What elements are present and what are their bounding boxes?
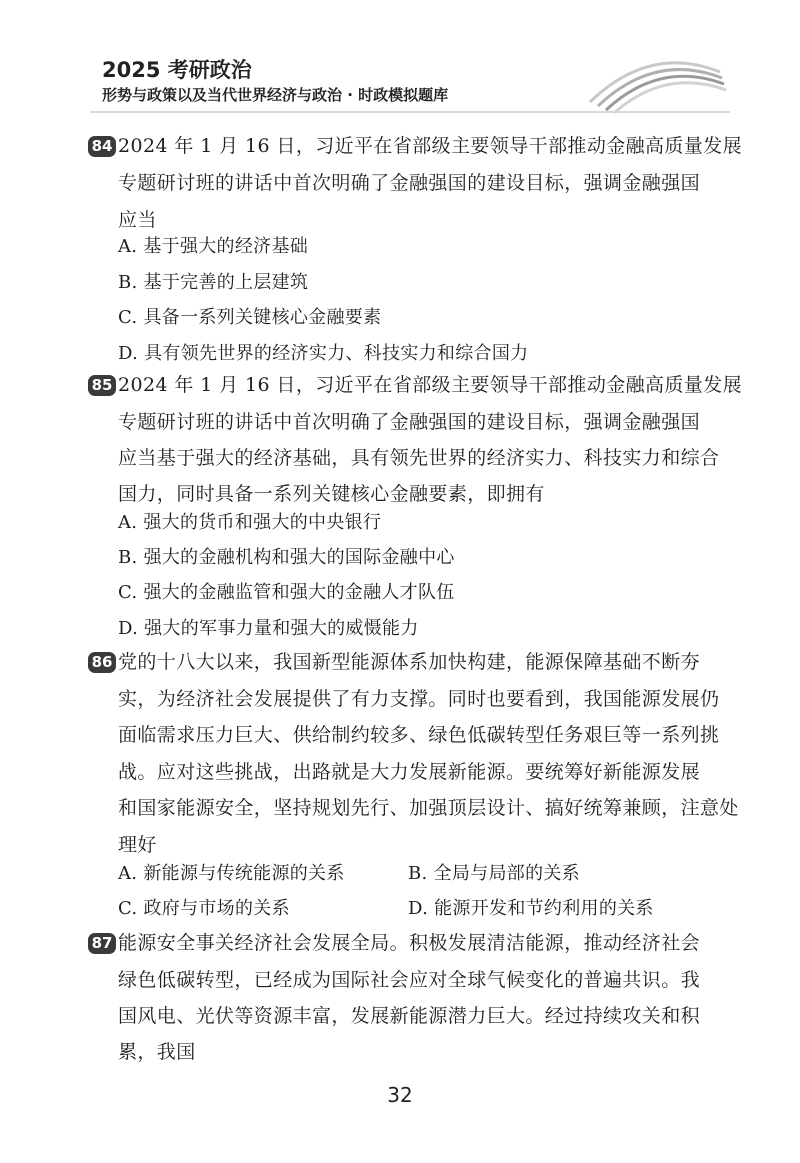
question-text-line: 实，为经济社会发展提供了有力支撑。同时也要看到，我国能源发展仍: [118, 688, 720, 710]
question-text-line: 2024 年 1 月 16 日，习近平在省部级主要领导干部推动金融高质量发展: [118, 374, 743, 396]
answer-option-d: D. 强大的军事力量和强大的威慑能力: [118, 618, 419, 639]
header-divider: [90, 111, 730, 113]
question-text-line: 累，我国: [118, 1041, 196, 1063]
question-number-badge: 86: [88, 652, 116, 673]
question-text-line: 应当基于强大的经济基础，具有领先世界的经济实力、科技实力和综合: [118, 447, 720, 469]
question-text-line: 战。应对这些挑战，出路就是大力发展新能源。要统筹好新能源发展: [118, 761, 701, 783]
header-arcs-decoration: [580, 34, 730, 114]
answer-option-d: D. 能源开发和节约利用的关系: [408, 898, 654, 919]
answer-option-c: C. 具备一系列关键核心金融要素: [118, 307, 382, 328]
book-subtitle: 形势与政策以及当代世界经济与政治 · 时政模拟题库: [102, 86, 449, 104]
question-number-badge: 84: [88, 136, 116, 157]
answer-option-c: C. 强大的金融监管和强大的金融人才队伍: [118, 582, 455, 603]
question-text-line: 绿色低碳转型，已经成为国际社会应对全球气候变化的普遍共识。我: [118, 969, 701, 991]
answer-option-b: B. 强大的金融机构和强大的国际金融中心: [118, 547, 455, 568]
question-text-line: 和国家能源安全，坚持规划先行、加强顶层设计、搞好统筹兼顾，注意处: [118, 797, 739, 819]
answer-option-a: A. 新能源与传统能源的关系: [118, 863, 345, 884]
question-number-badge: 87: [88, 933, 116, 954]
answer-option-d: D. 具有领先世界的经济实力、科技实力和综合国力: [118, 343, 529, 364]
answer-option-a: A. 强大的货币和强大的中央银行: [118, 512, 382, 533]
book-title: 2025 考研政治: [102, 58, 252, 82]
question-text-line: 专题研讨班的讲话中首次明确了金融强国的建设目标，强调金融强国: [118, 172, 701, 194]
question-text-line: 能源安全事关经济社会发展全局。积极发展清洁能源，推动经济社会: [118, 932, 701, 954]
page-number: 32: [387, 1083, 413, 1107]
question-text-line: 2024 年 1 月 16 日，习近平在省部级主要领导干部推动金融高质量发展: [118, 135, 743, 157]
answer-option-c: C. 政府与市场的关系: [118, 898, 290, 919]
answer-option-b: B. 基于完善的上层建筑: [118, 272, 309, 293]
question-number-badge: 85: [88, 375, 116, 396]
question-text-line: 国力，同时具备一系列关键核心金融要素，即拥有: [118, 483, 545, 505]
question-text-line: 面临需求压力巨大、供给制约较多、绿色低碳转型任务艰巨等一系列挑: [118, 724, 720, 746]
answer-option-b: B. 全局与局部的关系: [408, 863, 580, 884]
page-header: [90, 34, 730, 114]
question-text-line: 理好: [118, 834, 157, 856]
question-text-line: 国风电、光伏等资源丰富，发展新能源潜力巨大。经过持续攻关和积: [118, 1005, 701, 1027]
question-text-line: 应当: [118, 209, 157, 231]
question-text-line: 专题研讨班的讲话中首次明确了金融强国的建设目标，强调金融强国: [118, 411, 701, 433]
answer-option-a: A. 基于强大的经济基础: [118, 236, 309, 257]
question-text-line: 党的十八大以来，我国新型能源体系加快构建，能源保障基础不断夯: [118, 651, 701, 673]
